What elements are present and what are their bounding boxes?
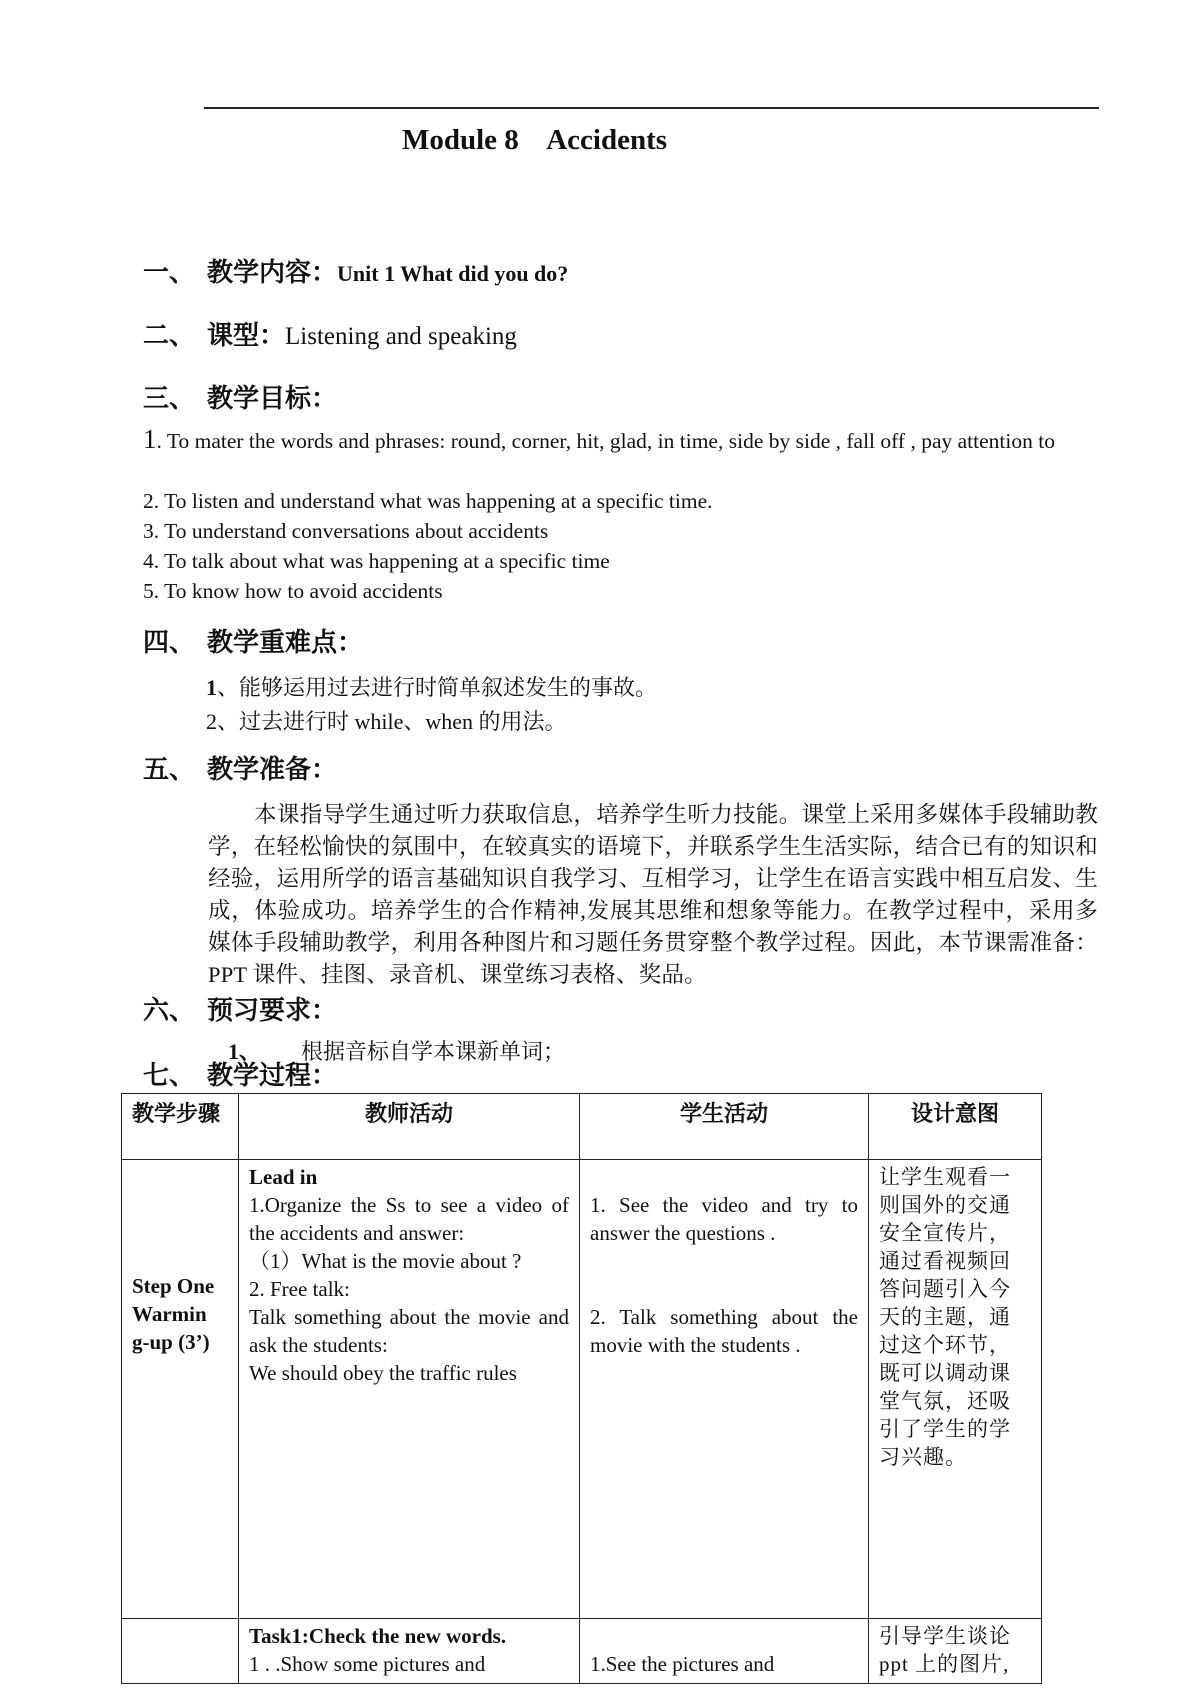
section-label: 教学重难点： [207,628,364,657]
teacher-line: （1）What is the movie about ? [249,1249,522,1273]
objective-text: . To mater the words and phrases: round, corner, hit, glad, in time, side by side , fall off , pay attention to [156,429,1055,453]
table-row [122,1160,1042,1619]
section-process [143,1055,337,1092]
table-row [122,1619,1042,1684]
header-step: 教学步骤 [122,1094,239,1160]
student-line: 2. Talk something about the movie with the students . [590,1305,858,1357]
page-title: Module 8 Accidents [402,124,668,156]
student-line: 1.See the pictures and [590,1652,775,1676]
section-label: 课型： [207,321,286,350]
header-teacher: 教师活动 [239,1094,580,1160]
section-objectives [143,378,337,415]
teacher-title: Lead in [249,1165,318,1189]
student-line: 1. See the video and try to answer the questions . [590,1193,858,1245]
top-rule [204,107,1099,109]
section-value: Listening and speaking [285,323,517,350]
teacher-cell [239,1619,580,1684]
key-point-text: 、能够运用过去进行时简单叙述发生的事故。 [217,675,658,700]
section-number: 七、 [143,1061,196,1090]
objective-item-3: 3. To understand conversations about accidents [143,519,549,543]
section-label: 预习要求： [207,996,338,1025]
section-preview [143,990,337,1027]
step-cell [122,1619,239,1684]
header-student: 学生活动 [580,1094,869,1160]
intent-cell: 引导学生谈论 ppt 上的图片, [869,1619,1042,1684]
teacher-line: 1.Organize the Ss to see a video of the accidents and answer: [249,1193,569,1245]
preview-text: 根据音标自学本课新单词； [301,1039,566,1064]
section-label: 教学内容： [207,258,338,287]
preview-number: 1、 [228,1039,262,1064]
section-number: 一、 [143,258,196,287]
section-number: 三、 [143,384,196,413]
section-number: 五、 [143,755,196,784]
preparation-paragraph: 本课指导学生通过听力获取信息，培养学生听力技能。课堂上采用多媒体手段辅助教学，在轻松愉快的氛围中，在较真实的语境下，并联系学生生活实际，结合已有的知识和经验，运用所学的语言基础知识自我学习、互相学习，让学生在语言实践中相互启发、生成，体验成功。培养学生的合作精神,发展其思维和想象等能力。在教学过程中，采用多媒体手段辅助教学，利用各种图片和习题任务贯穿整个教学过程。因此，本节课需准备：PPT 课件、挂图、录音机、课堂练习表格、奖品。 [208,802,1098,987]
section-content [143,252,568,289]
header-intent: 设计意图 [869,1094,1042,1160]
objective-item-5: 5. To know how to avoid accidents [143,579,443,603]
section-number: 二、 [143,321,196,350]
section-key-points [143,622,363,659]
teacher-line: 2. Free talk: [249,1277,350,1301]
table-header-row [122,1094,1042,1160]
student-cell [580,1619,869,1684]
section-label: 教学准备： [207,755,338,784]
section-value: Unit 1 What did you do? [337,261,569,286]
section-number: 六、 [143,996,196,1025]
teacher-cell [239,1160,580,1619]
teacher-title: Task1:Check the new words. [249,1624,507,1648]
objective-number: 1 [143,424,157,454]
process-table [121,1093,1042,1684]
section-preparation [143,749,337,786]
student-cell [580,1160,869,1619]
key-point-item-2: 2、过去进行时 while、when 的用法。 [206,709,567,734]
teacher-line: 1 . .Show some pictures and [249,1652,486,1676]
key-point-number: 1 [206,675,217,700]
section-label: 教学目标： [207,384,338,413]
objective-item-1 [143,424,1098,456]
intent-cell: 让学生观看一则国外的交通安全宣传片，通过看视频回答问题引入今天的主题，通过这个环节，既可以调动课堂气氛，还吸引了学生的学习兴趣。 [869,1160,1042,1619]
section-type [143,315,517,352]
step-cell: Step One Warmin g-up (3’) [122,1160,239,1619]
section-number: 四、 [143,628,196,657]
objective-item-4: 4. To talk about what was happening at a specific time [143,549,610,573]
section-label: 教学过程： [207,1061,338,1090]
objective-item-2: 2. To listen and understand what was happening at a specific time. [143,489,713,513]
teacher-line: Talk something about the movie and ask the students: [249,1305,569,1357]
teacher-line: We should obey the traffic rules [249,1361,517,1385]
key-point-item-1 [206,671,657,702]
